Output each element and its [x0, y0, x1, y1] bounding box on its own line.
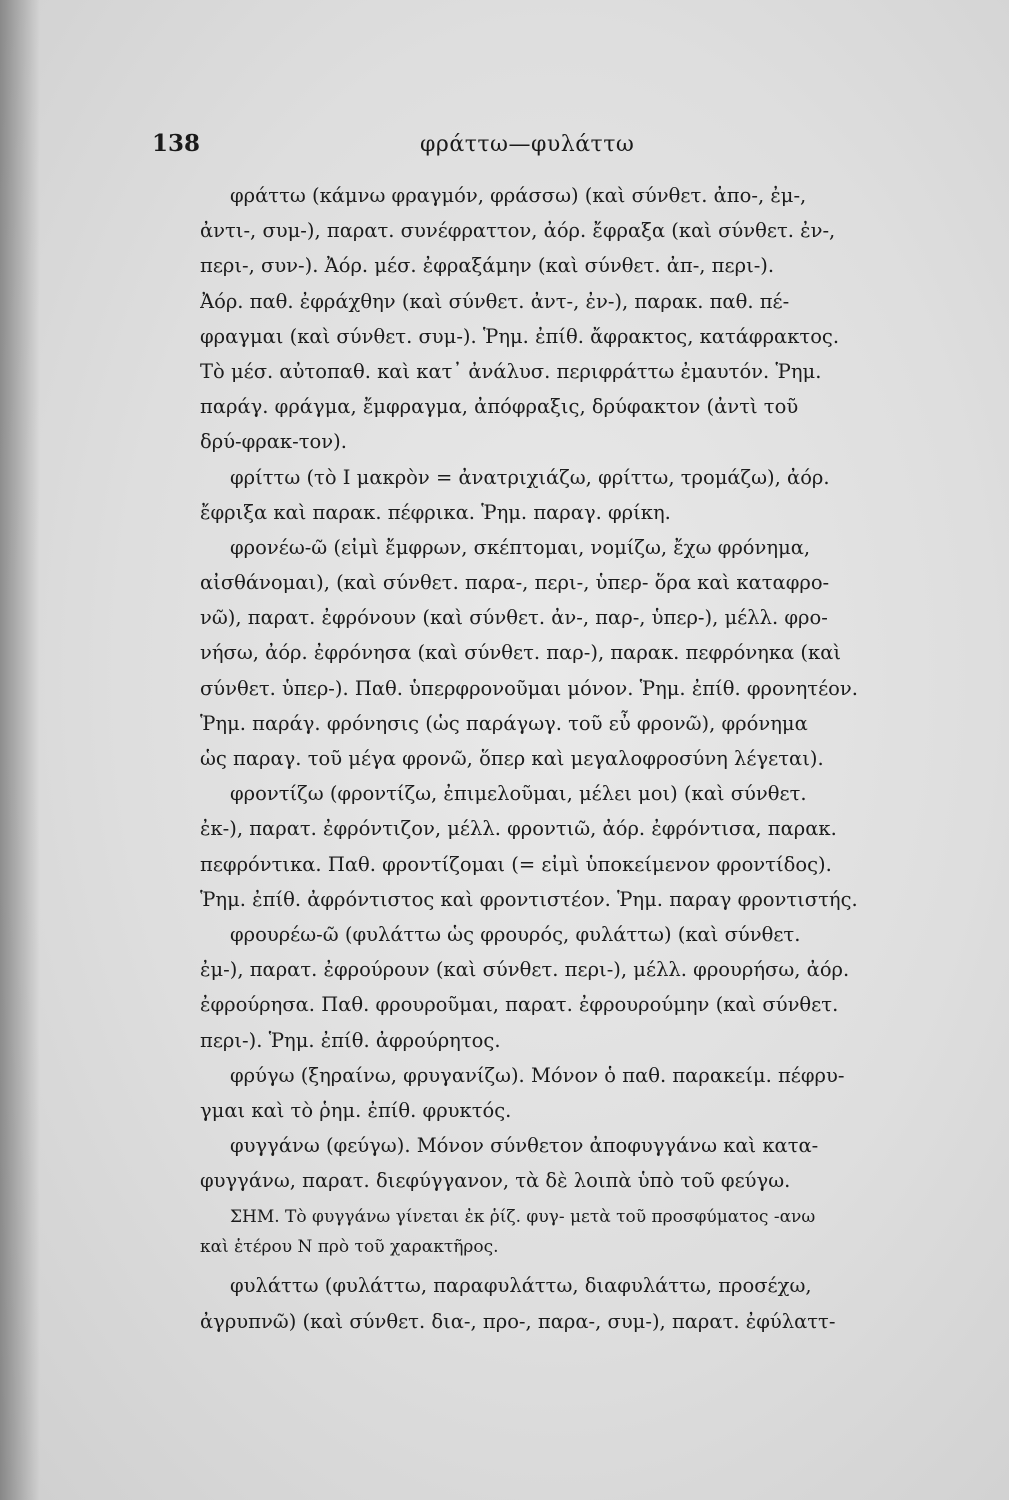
text-line: Τὸ μέσ. αὐτοπαθ. καὶ κατ᾽ ἀνάλυσ. περιφράττω ἐμαυτόν. Ῥημ. — [200, 359, 822, 383]
text-line: περι-). Ῥημ. ἐπίθ. ἀφρούρητος. — [200, 1028, 501, 1052]
text-line: Ῥημ. ἐπίθ. ἀφρόντιστος καὶ φροντιστέον. Ῥημ. παραγ φροντιστής. — [200, 887, 858, 911]
text-line: γμαι καὶ τὸ ῥημ. ἐπίθ. φρυκτός. — [200, 1098, 512, 1122]
dictionary-text — [200, 178, 960, 1339]
text-line: φροντίζω (φροντίζω, ἐπιμελοῦμαι, μέλει μοι) (καὶ σύνθετ. — [230, 782, 807, 806]
text-line: φράττω (κάμνω φραγμόν, φράσσω) (καὶ σύνθετ. ἀπο-, ἐμ-, — [230, 184, 807, 207]
text-line: φυγγάνω, παρατ. διεφύγγανον, τὰ δὲ λοιπὰ ὑπὸ τοῦ φεύγω. — [200, 1169, 791, 1193]
note-line: καὶ ἑτέρου Ν πρὸ τοῦ χαρακτῆρος. — [200, 1237, 499, 1258]
note-block — [200, 1202, 960, 1262]
text-line: φυλάττω (φυλάττω, παραφυλάττω, διαφυλάττω, προσέχω, — [230, 1274, 812, 1298]
text-line: περι-, συν-). Ἀόρ. μέσ. ἐφραξάμην (καὶ σύνθετ. ἀπ-, περι-). — [200, 254, 775, 278]
page-edge-shadow — [0, 0, 40, 1500]
text-line: ἐκ-), παρατ. ἐφρόντιζον, μέλλ. φροντιῶ, ἀόρ. ἐφρόντισα, παρακ. — [200, 817, 837, 841]
note-line: ΣΗΜ. Τὸ φυγγάνω γίνεται ἐκ ῥίζ. φυγ- μετὰ τοῦ προσφύματος -ανω — [230, 1207, 816, 1228]
text-line: πεφρόντικα. Παθ. φροντίζομαι (= εἰμὶ ὑποκείμενον φροντίδος). — [200, 852, 832, 876]
text-line: Ῥημ. παράγ. φρόνησις (ὡς παράγωγ. τοῦ εὖ φρονῶ), φρόνημα — [200, 711, 808, 735]
text-line: σύνθετ. ὑπερ-). Παθ. ὑπερφρονοῦμαι μόνον. Ῥημ. ἐπίθ. φρονητέον. — [200, 676, 858, 700]
text-line: ἀντι-, συμ-), παρατ. συνέφραττον, ἀόρ. ἔφραξα (καὶ σύνθετ. ἐν-, — [200, 219, 836, 243]
text-line: νῶ), παρατ. ἐφρόνουν (καὶ σύνθετ. ἀν-, παρ-, ὑπερ-), μέλλ. φρο- — [200, 606, 828, 630]
text-line: φραγμαι (καὶ σύνθετ. συμ-). Ῥημ. ἐπίθ. ἄφρακτος, κατάφρακτος. — [200, 324, 840, 348]
text-line: φρύγω (ξηραίνω, φρυγανίζω). Μόνον ὁ παθ. παρακείμ. πέφρυ- — [230, 1063, 845, 1087]
text-line: φρίττω (τὸ Ι μακρὸν = ἀνατριχιάζω, φρίττω, τρομάζω), ἀόρ. — [230, 465, 830, 489]
page-number: 138 — [152, 130, 201, 157]
text-line: ἐφρούρησα. Παθ. φρουροῦμαι, παρατ. ἐφρουρούμην (καὶ σύνθετ. — [200, 993, 839, 1017]
text-line: φυγγάνω (φεύγω). Μόνον σύνθετον ἀποφυγγάνω καὶ κατα- — [230, 1134, 819, 1158]
text-line: ἐμ-), παρατ. ἐφρούρουν (καὶ σύνθετ. περι-), μέλλ. φρουρήσω, ἀόρ. — [200, 958, 850, 982]
text-line: Ἀόρ. παθ. ἐφράχθην (καὶ σύνθετ. ἀντ-, ἐν-), παρακ. παθ. πέ- — [200, 289, 790, 313]
running-head: φράττω—φυλάττω — [420, 132, 635, 157]
text-line: νήσω, ἀόρ. ἐφρόνησα (καὶ σύνθετ. παρ-), παρακ. πεφρόνηκα (καὶ — [200, 641, 842, 665]
text-line: ὡς παραγ. τοῦ μέγα φρονῶ, ὅπερ καὶ μεγαλοφροσύνη λέγεται). — [200, 747, 824, 770]
text-line: δρύ-φρακ-τον). — [200, 430, 347, 454]
text-line: παράγ. φράγμα, ἔμφραγμα, ἀπόφραξις, δρύφακτον (ἀντὶ τοῦ — [200, 395, 799, 419]
text-line: φρουρέω-ῶ (φυλάττω ὡς φρουρός, φυλάττω) (καὶ σύνθετ. — [230, 922, 801, 946]
text-line: ἀγρυπνῶ) (καὶ σύνθετ. δια-, προ-, παρα-, συμ-), παρατ. ἐφύλαττ- — [200, 1309, 836, 1333]
text-line: αἰσθάνομαι), (καὶ σύνθετ. παρα-, περι-, ὑπερ- ὅρα καὶ καταφρο- — [200, 571, 830, 595]
page-header — [152, 128, 952, 164]
text-line: φρονέω-ῶ (εἰμὶ ἔμφρων, σκέπτομαι, νομίζω, ἔχω φρόνημα, — [230, 535, 811, 559]
text-line: ἔφριξα καὶ παρακ. πέφρικα. Ῥημ. παραγ. φρίκη. — [200, 500, 671, 524]
